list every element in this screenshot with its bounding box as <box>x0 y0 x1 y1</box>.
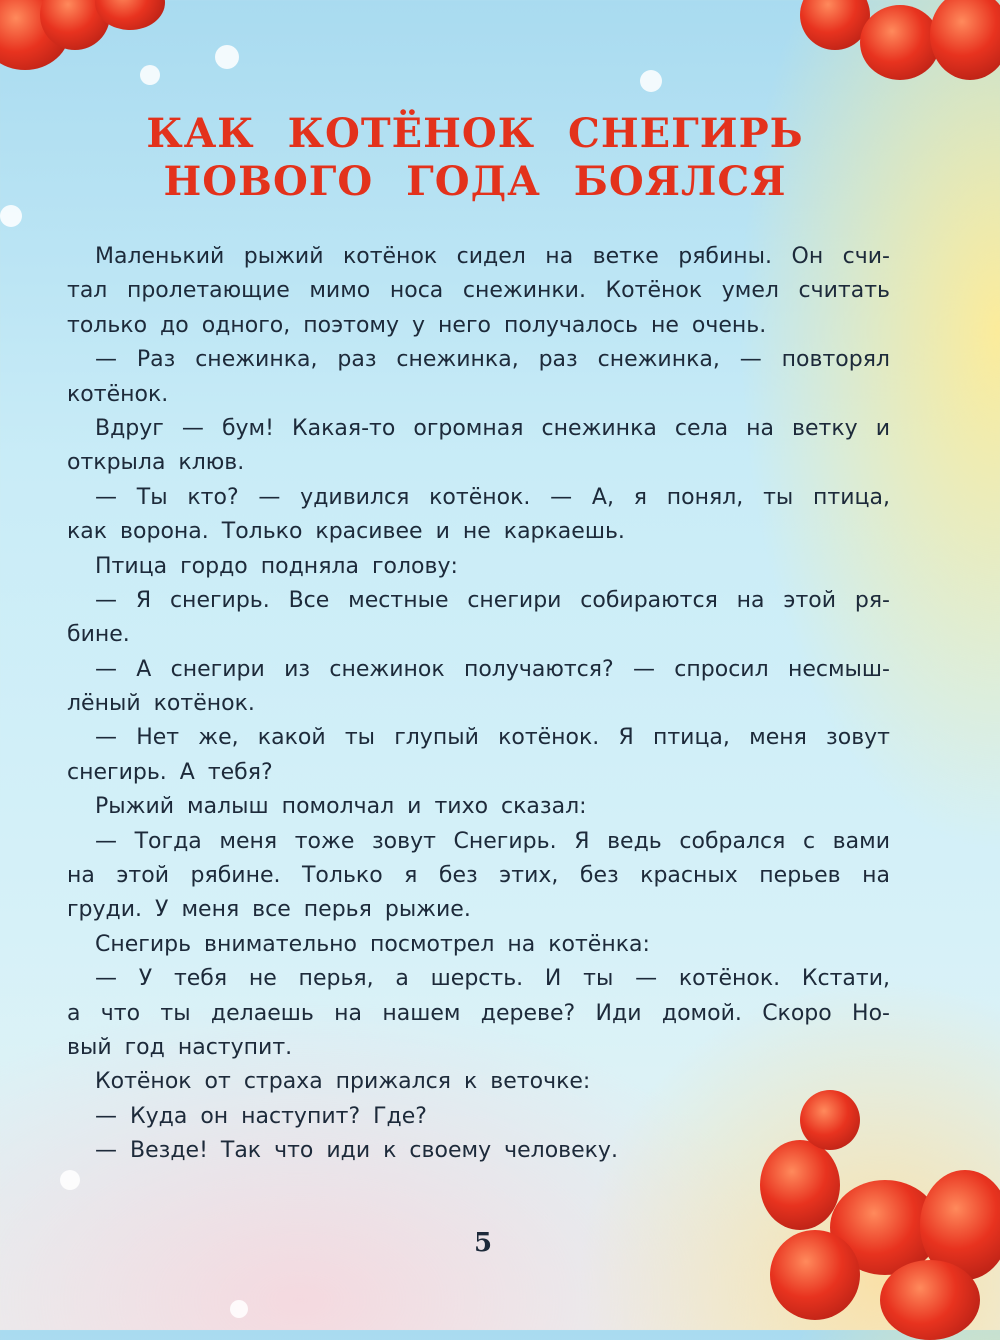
text-line: как ворона. Только красивее и не каркаешь. <box>67 519 625 545</box>
snowflake <box>640 70 662 92</box>
text-line: — Везде! Так что иди к своему человеку. <box>95 1138 618 1164</box>
text-line: а что ты делаешь на нашем дереве? Иди домой. Скоро Но- <box>67 1000 890 1026</box>
story-title-line-1: КАК КОТЁНОК СНЕГИРЬ <box>146 110 804 157</box>
text-line: вый год наступит. <box>67 1034 293 1060</box>
text-line: только до одного, поэтому у него получалось не очень. <box>67 312 767 338</box>
paragraph <box>67 481 890 550</box>
text-line: Птица гордо подняла голову: <box>95 553 458 579</box>
text-line: на этой рябине. Только я без этих, без красных перьев на <box>67 863 890 889</box>
paragraph <box>67 1134 890 1168</box>
rowan-berry <box>880 1260 980 1340</box>
paragraph <box>67 790 890 824</box>
text-line: бине. <box>67 622 130 648</box>
text-line: Маленький рыжий котёнок сидел на ветке рябины. Он счи- <box>95 244 890 269</box>
story-text <box>67 240 890 1169</box>
paragraph <box>67 1100 890 1134</box>
paragraph <box>67 550 890 584</box>
text-line: — У тебя не перья, а шерсть. И ты — котёнок. Кстати, <box>95 966 890 992</box>
text-line: снегирь. А тебя? <box>67 759 273 785</box>
snowflake <box>215 45 239 69</box>
paragraph <box>67 412 890 481</box>
paragraph <box>67 721 890 790</box>
text-line: открыла клюв. <box>67 450 245 476</box>
text-line: — Куда он наступит? Где? <box>95 1103 427 1129</box>
snowflake <box>140 65 160 85</box>
paragraph <box>67 962 890 1065</box>
snowflake <box>0 205 22 227</box>
rowan-berry <box>770 1230 860 1320</box>
text-line: лёный котёнок. <box>67 691 255 717</box>
story-title-line-2: НОВОГО ГОДА БОЯЛСЯ <box>163 158 787 205</box>
paragraph <box>67 653 890 722</box>
page-number: 5 <box>474 1228 493 1258</box>
text-line: — Раз снежинка, раз снежинка, раз снежинка, — повторял <box>95 347 890 373</box>
text-line: тал пролетающие мимо носа снежинки. Котёнок умел считать <box>67 278 890 304</box>
text-line: Рыжий малыш помолчал и тихо сказал: <box>95 794 587 820</box>
text-line: Снегирь внимательно посмотрел на котёнка: <box>95 931 650 957</box>
snowflake <box>60 1170 80 1190</box>
rowan-berry <box>930 0 1000 80</box>
paragraph <box>67 240 890 343</box>
text-line: Вдруг — бум! Какая-то огромная снежинка села на ветку и <box>95 415 890 441</box>
text-line: — Нет же, какой ты глупый котёнок. Я птица, меня зовут <box>95 725 890 751</box>
paragraph <box>67 343 890 412</box>
text-line: котёнок. <box>67 381 169 407</box>
text-line: — Ты кто? — удивился котёнок. — А, я понял, ты птица, <box>95 484 890 510</box>
text-line: груди. У меня все перья рыжие. <box>67 897 471 923</box>
paragraph <box>67 1065 890 1099</box>
paragraph <box>67 825 890 928</box>
paragraph <box>67 928 890 962</box>
paragraph <box>67 584 890 653</box>
text-line: — А снегири из снежинок получаются? — спросил несмыш- <box>95 656 890 682</box>
text-line: — Тогда меня тоже зовут Снегирь. Я ведь собрался с вами <box>95 828 890 854</box>
text-line: — Я снегирь. Все местные снегири собираются на этой ря- <box>95 587 890 613</box>
text-line: Котёнок от страха прижался к веточке: <box>95 1069 591 1095</box>
snowflake <box>230 1300 248 1318</box>
rowan-berry <box>860 5 940 80</box>
